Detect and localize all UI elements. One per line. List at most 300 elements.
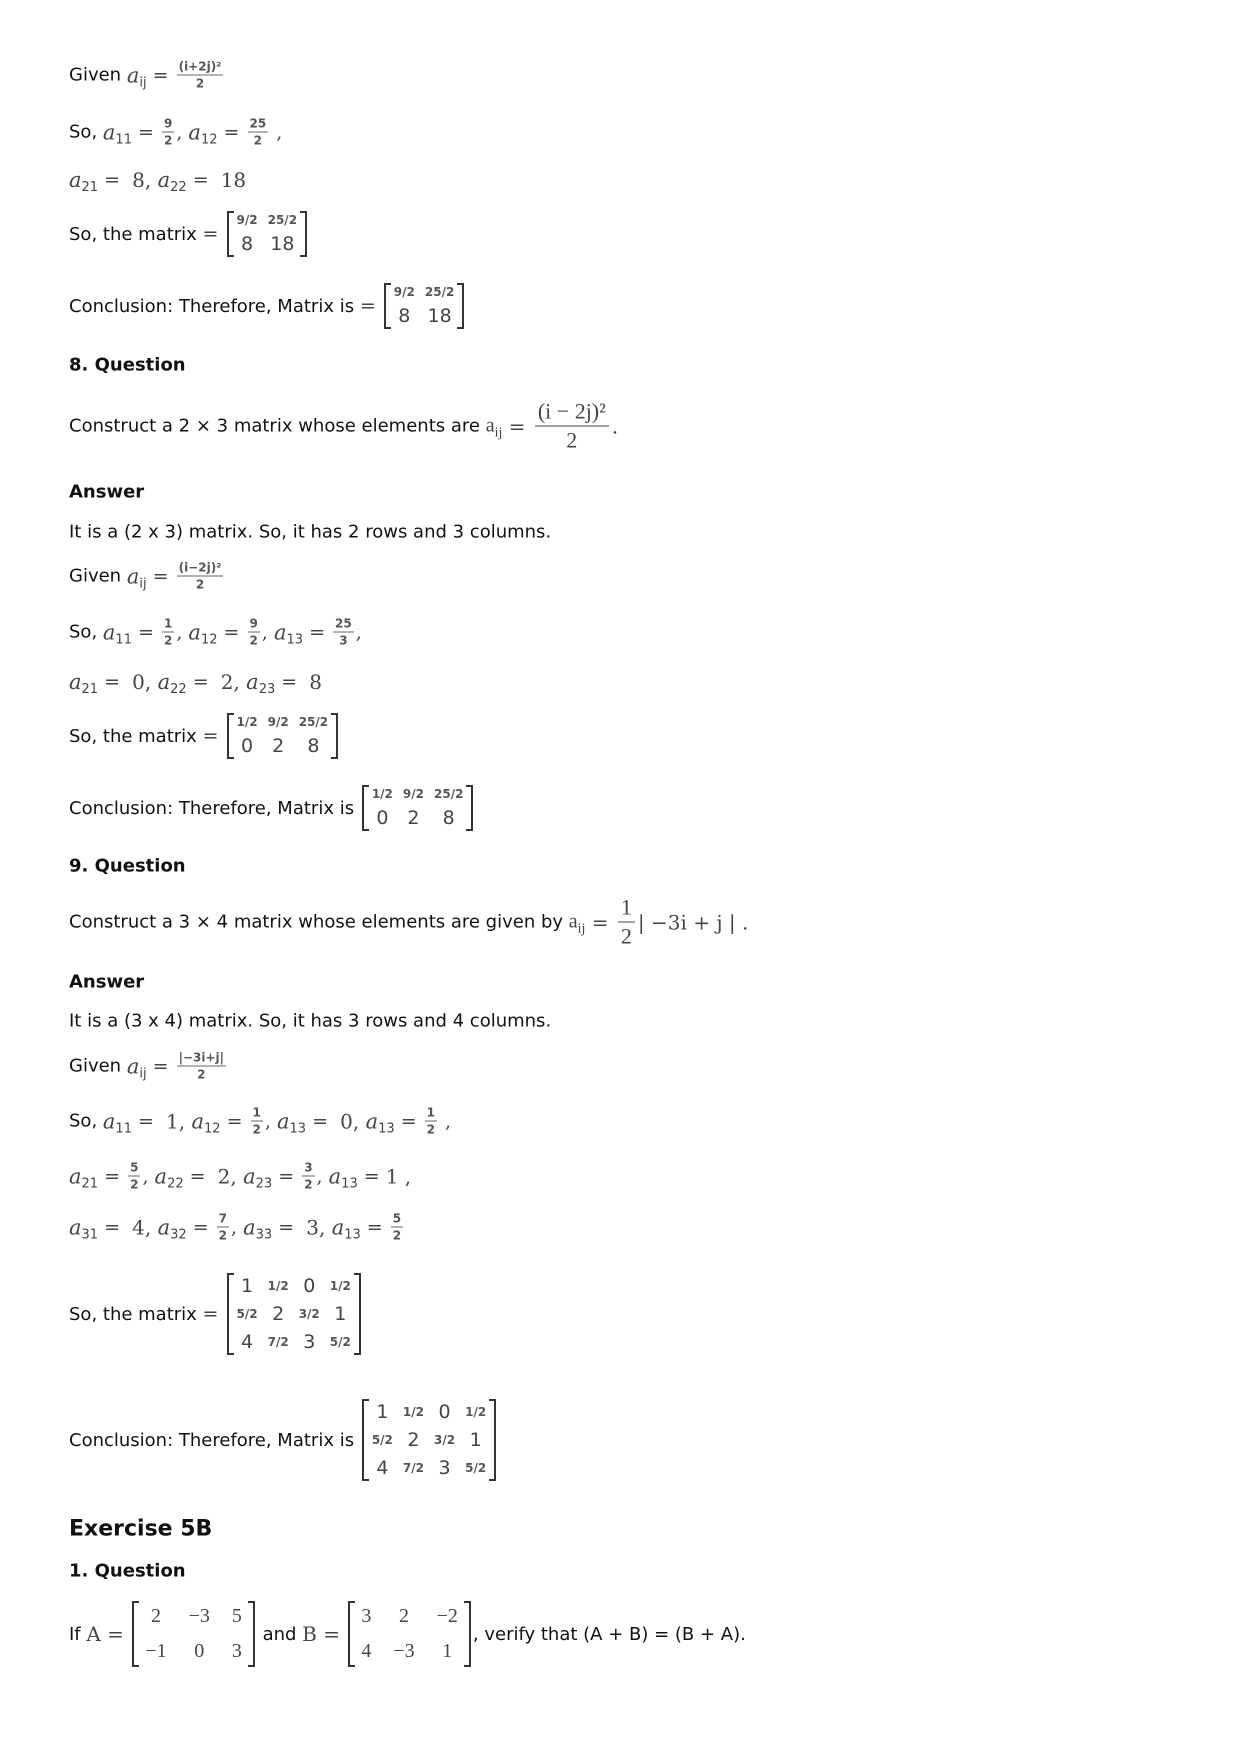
text-line: [69, 895, 748, 950]
math-text: 4,: [132, 1215, 158, 1239]
variable-letter: a: [331, 1215, 345, 1239]
subscript: 21: [81, 1176, 99, 1191]
subscript: 12: [200, 132, 218, 147]
math-variable: [69, 168, 99, 195]
math-variable: [69, 1215, 99, 1242]
text: Given: [69, 1055, 127, 1077]
matrix-cell: 1: [469, 1429, 482, 1451]
matrix-cell: 7/2: [267, 1335, 289, 1349]
right-bracket: [464, 1601, 471, 1667]
denominator: 2: [252, 1122, 261, 1137]
text: Construct a 3 × 4 matrix whose elements are given by: [69, 911, 569, 933]
operator: ,: [261, 621, 274, 643]
numerator: 1: [252, 1105, 261, 1120]
matrix-cell: 0: [438, 1401, 451, 1423]
matrix-cell: 0: [241, 735, 254, 757]
fraction: [162, 617, 174, 648]
operator: ,: [264, 1110, 277, 1132]
math-variable: [157, 670, 187, 697]
denominator: 2: [195, 76, 205, 91]
text-line: [69, 785, 475, 831]
matrix-cell: 5/2: [236, 1307, 258, 1321]
numerator: 3: [304, 1160, 313, 1175]
variable-letter: a: [126, 1054, 140, 1078]
operator: ,: [176, 121, 189, 143]
text-line: [69, 1601, 746, 1667]
text-line: [69, 399, 618, 454]
matrix-cell: 0: [376, 807, 389, 829]
matrix-cell: 3: [303, 1331, 316, 1353]
fraction: [162, 117, 174, 148]
left-bracket: [132, 1601, 139, 1667]
matrix-cell: 1/2: [465, 1405, 487, 1419]
text-line: [69, 561, 225, 592]
denominator: 2: [253, 133, 263, 148]
math-variable: [331, 1215, 361, 1242]
matrix: [227, 713, 339, 759]
matrix-grid: [234, 211, 301, 257]
matrix-cell: 1: [442, 1640, 453, 1662]
fraction: [535, 399, 609, 454]
text-line: [69, 1212, 405, 1243]
text-line: [69, 522, 551, 543]
left-bracket: [227, 1273, 234, 1355]
math-text: 18: [220, 168, 247, 192]
math-variable: [568, 910, 586, 937]
variable-letter: a: [154, 1164, 168, 1188]
section-heading: [69, 355, 186, 376]
left-bracket: [362, 785, 369, 831]
text-line: [69, 117, 282, 148]
subscript: 12: [200, 632, 218, 647]
operator: =: [186, 671, 221, 693]
math-variable: [191, 1109, 221, 1136]
operator: ,: [270, 121, 283, 143]
text-line: [69, 1011, 551, 1032]
variable-letter: a: [246, 670, 259, 694]
text: So, the matrix: [69, 1303, 203, 1325]
math-variable: [243, 1164, 273, 1191]
matrix-cell: 9/2: [267, 715, 289, 729]
matrix: [362, 1399, 496, 1481]
text-line: [69, 1051, 228, 1082]
subscript: 13: [341, 1176, 358, 1191]
matrix-cell: 1: [334, 1303, 347, 1325]
math-text: A =: [86, 1622, 131, 1646]
variable-letter: a: [328, 1164, 342, 1188]
operator: =: [303, 621, 332, 643]
matrix-grid: [369, 785, 467, 831]
text: , verify that (A + B) = (B + A).: [472, 1623, 746, 1645]
matrix-cell: 3: [361, 1605, 372, 1627]
subscript: 13: [344, 1227, 361, 1242]
right-bracket: [457, 283, 464, 329]
operator: =: [98, 169, 133, 191]
fraction: [302, 1161, 314, 1192]
matrix: [362, 785, 474, 831]
left-bracket: [384, 283, 391, 329]
exercise-title: [69, 1517, 212, 1542]
numerator: (i−2j)²: [178, 560, 222, 575]
subscript: 31: [81, 1227, 99, 1242]
text: Conclusion: Therefore, Matrix is: [69, 295, 360, 317]
math-variable: [188, 620, 218, 647]
math-text: B =: [302, 1622, 347, 1646]
operator: =: [272, 1165, 301, 1187]
fraction: [217, 1212, 229, 1243]
fraction: [177, 1051, 226, 1082]
text: So,: [69, 621, 103, 643]
math-text: 2,: [217, 1164, 244, 1188]
right-bracket: [354, 1273, 361, 1355]
variable-letter: a: [102, 120, 116, 144]
section-heading: [69, 482, 144, 503]
numerator: 5: [130, 1160, 139, 1175]
variable-letter: a: [69, 670, 82, 694]
denominator: 2: [566, 427, 578, 453]
text: So,: [69, 121, 103, 143]
subscript: ij: [494, 425, 503, 441]
matrix-grid: [234, 713, 332, 759]
variable-letter: a: [243, 1164, 256, 1188]
operator: =: [394, 1110, 423, 1132]
matrix-cell: 25/2: [424, 285, 455, 299]
operator: =: [131, 1110, 167, 1132]
operator: ,: [231, 1216, 244, 1238]
variable-letter: a: [126, 564, 140, 588]
math-text: .: [611, 414, 619, 438]
numerator: 25: [335, 616, 352, 631]
matrix-cell: 18: [270, 233, 295, 255]
matrix: [227, 211, 308, 257]
text: So, the matrix: [69, 725, 203, 747]
fraction: [425, 1106, 437, 1137]
fraction: [177, 561, 224, 592]
math-text: 8: [309, 670, 323, 694]
denominator: 2: [392, 1228, 402, 1243]
matrix-cell: 2: [407, 807, 420, 829]
left-bracket: [362, 1399, 369, 1481]
math-text: 0,: [340, 1109, 366, 1133]
fraction: [251, 1106, 263, 1137]
variable-letter: a: [102, 1109, 116, 1133]
matrix-cell: −1: [145, 1640, 167, 1662]
matrix-grid: [369, 1399, 489, 1481]
math-variable: [157, 168, 187, 195]
variable-letter: a: [273, 620, 287, 644]
matrix-cell: 8: [307, 735, 320, 757]
subscript: 21: [81, 682, 99, 697]
operator: =: [186, 1216, 215, 1238]
text: If: [69, 1623, 87, 1645]
math-variable: [328, 1164, 358, 1191]
math-variable: [157, 1215, 187, 1242]
operator: ,: [316, 1165, 329, 1187]
operator: =: [202, 725, 225, 747]
text-line: [69, 1273, 363, 1355]
subscript: 33: [255, 1227, 273, 1242]
text-line: [69, 211, 309, 257]
matrix-cell: 1/2: [267, 1279, 289, 1293]
math-text: 8,: [132, 168, 158, 192]
math-variable: [243, 1215, 273, 1242]
matrix-cell: 0: [303, 1275, 316, 1297]
numerator: 1: [426, 1105, 436, 1120]
operator: =: [98, 671, 133, 693]
text: Answer: [69, 971, 145, 993]
variable-letter: a: [69, 168, 82, 192]
denominator: 2: [130, 1177, 139, 1192]
text-line: [69, 670, 323, 697]
subscript: 23: [258, 682, 276, 697]
operator: =: [146, 1055, 175, 1077]
subscript: 11: [115, 1121, 132, 1136]
section-heading: [69, 1561, 186, 1582]
fraction: [391, 1212, 403, 1243]
math-text: 1,: [166, 1109, 192, 1133]
subscript: 11: [115, 632, 132, 647]
section-heading: [69, 856, 186, 877]
text: Conclusion: Therefore, Matrix is: [69, 797, 360, 819]
matrix-cell: 1/2: [236, 715, 258, 729]
operator: =: [357, 1165, 386, 1187]
fraction: [177, 60, 224, 91]
denominator: 2: [163, 633, 173, 648]
matrix-cell: 2: [272, 1303, 285, 1325]
text-line: [69, 168, 247, 195]
fraction: [128, 1161, 140, 1192]
matrix-cell: 4: [241, 1331, 254, 1353]
matrix-grid: [391, 283, 458, 329]
variable-letter: a: [69, 1215, 82, 1239]
math-text: 2,: [220, 670, 247, 694]
math-variable: [126, 564, 147, 591]
text: It is a (2 x 3) matrix. So, it has 2 rows and 3 columns.: [69, 521, 552, 543]
operator: ,: [355, 621, 362, 643]
math-variable: [69, 1164, 99, 1191]
matrix-grid: [234, 1273, 354, 1355]
matrix-cell: 3/2: [434, 1433, 456, 1447]
operator: =: [146, 565, 175, 587]
numerator: 25: [249, 116, 267, 131]
text: Construct a 2 × 3 matrix whose elements are: [69, 415, 486, 437]
math-text: 3,: [306, 1215, 332, 1239]
denominator: 2: [163, 133, 173, 148]
variable-letter: a: [157, 1215, 171, 1239]
denominator: 2: [620, 923, 632, 949]
text: Given: [69, 565, 127, 587]
variable-letter: a: [69, 1164, 82, 1188]
numerator: 1: [163, 616, 173, 631]
text: 1. Question: [69, 1560, 186, 1582]
numerator: 9: [163, 116, 173, 131]
numerator: 7: [218, 1211, 228, 1226]
variable-letter: a: [102, 620, 116, 644]
matrix-cell: 4: [361, 1640, 372, 1662]
matrix-cell: 8: [241, 233, 254, 255]
operator: =: [183, 1165, 218, 1187]
subscript: 13: [378, 1121, 395, 1136]
subscript: ij: [577, 921, 586, 937]
subscript: 22: [170, 682, 187, 697]
operator: =: [272, 1216, 307, 1238]
matrix-cell: 18: [427, 305, 452, 327]
right-bracket: [300, 211, 307, 257]
subscript: 23: [255, 1176, 273, 1191]
denominator: 2: [218, 1228, 228, 1243]
math-variable: [126, 1054, 147, 1081]
matrix: [132, 1601, 255, 1667]
operator: =: [220, 1110, 249, 1132]
subscript: 13: [286, 632, 304, 647]
math-text: 1 ,: [385, 1164, 412, 1188]
operator: =: [202, 1303, 225, 1325]
subscript: ij: [139, 75, 147, 90]
text: Answer: [69, 481, 145, 503]
right-bracket: [331, 713, 338, 759]
subscript: 21: [81, 180, 99, 195]
variable-letter: a: [191, 1109, 204, 1133]
math-variable: [154, 1164, 184, 1191]
variable-letter: a: [485, 414, 495, 437]
operator: =: [202, 223, 225, 245]
matrix-cell: 1/2: [371, 787, 393, 801]
matrix-cell: −3: [188, 1605, 210, 1627]
text: Conclusion: Therefore, Matrix is: [69, 1429, 360, 1451]
matrix-cell: 2: [272, 735, 285, 757]
matrix-cell: 3: [438, 1457, 451, 1479]
variable-letter: a: [188, 620, 201, 644]
operator: =: [360, 1216, 389, 1238]
matrix-cell: 1: [241, 1275, 254, 1297]
subscript: 22: [170, 180, 187, 195]
variable-letter: a: [188, 120, 201, 144]
matrix-cell: 4: [376, 1457, 389, 1479]
matrix-cell: 5/2: [465, 1461, 487, 1475]
math-text: =: [585, 910, 615, 934]
matrix-cell: 5: [231, 1605, 242, 1627]
math-variable: [485, 414, 503, 441]
variable-letter: a: [568, 910, 578, 933]
subscript: ij: [139, 576, 147, 591]
operator: ,: [176, 621, 189, 643]
text-line: [69, 713, 340, 759]
text-line: [69, 60, 225, 91]
matrix-cell: 9/2: [393, 285, 415, 299]
fraction: [333, 617, 354, 648]
math-variable: [69, 670, 99, 697]
matrix-cell: 2: [407, 1429, 420, 1451]
matrix-cell: 0: [194, 1640, 205, 1662]
text: So, the matrix: [69, 223, 203, 245]
denominator: 2: [249, 633, 258, 648]
right-bracket: [489, 1399, 496, 1481]
math-text: | −3i + j | .: [637, 910, 749, 934]
operator: =: [217, 121, 246, 143]
matrix-cell: 1/2: [402, 1405, 424, 1419]
operator: =: [359, 295, 382, 317]
section-heading: [69, 972, 144, 993]
fraction: [248, 117, 269, 148]
text: 8. Question: [69, 354, 186, 376]
fraction: [618, 895, 635, 950]
math-variable: [273, 620, 304, 647]
left-bracket: [227, 211, 234, 257]
matrix-cell: 7/2: [402, 1461, 424, 1475]
matrix: [348, 1601, 471, 1667]
math-text: =: [502, 414, 532, 438]
denominator: 2: [197, 1067, 206, 1082]
matrix-cell: 5/2: [371, 1433, 393, 1447]
numerator: 1: [618, 895, 635, 923]
matrix-grid: [139, 1601, 248, 1667]
left-bracket: [348, 1601, 355, 1667]
text-line: [69, 1106, 451, 1137]
operator: =: [131, 121, 160, 143]
math-variable: [365, 1109, 395, 1136]
text-line: [69, 1399, 498, 1481]
right-bracket: [466, 785, 473, 831]
subscript: 32: [170, 1227, 187, 1242]
subscript: 13: [289, 1121, 307, 1136]
math-variable: [102, 620, 132, 647]
matrix-cell: 2: [398, 1605, 409, 1627]
math-variable: [246, 670, 276, 697]
fraction: [248, 617, 260, 648]
math-variable: [102, 1109, 132, 1136]
math-variable: [126, 63, 147, 90]
matrix-cell: 1: [376, 1401, 389, 1423]
text: So,: [69, 1110, 103, 1132]
matrix: [227, 1273, 361, 1355]
matrix-cell: 25/2: [298, 715, 329, 729]
operator: ,: [439, 1110, 452, 1132]
denominator: 2: [426, 1122, 436, 1137]
text-line: [69, 283, 466, 329]
denominator: 2: [195, 577, 205, 592]
text: 9. Question: [69, 855, 186, 877]
operator: =: [146, 64, 175, 86]
text: and: [256, 1623, 303, 1645]
variable-letter: a: [365, 1109, 379, 1133]
math-variable: [188, 120, 218, 147]
matrix: [384, 283, 465, 329]
matrix-cell: −2: [436, 1605, 458, 1627]
subscript: 11: [115, 132, 132, 147]
variable-letter: a: [157, 168, 171, 192]
matrix-cell: −3: [393, 1640, 415, 1662]
math-text: 0,: [132, 670, 158, 694]
denominator: 3: [339, 633, 348, 648]
matrix-cell: 8: [442, 807, 455, 829]
denominator: 2: [304, 1177, 313, 1192]
operator: =: [98, 1216, 133, 1238]
matrix-cell: 3/2: [298, 1307, 320, 1321]
text: It is a (3 x 4) matrix. So, it has 3 rows and 4 columns.: [69, 1010, 552, 1032]
operator: =: [306, 1110, 341, 1132]
text-line: [69, 1161, 411, 1192]
variable-letter: a: [277, 1109, 290, 1133]
operator: =: [186, 169, 221, 191]
left-bracket: [227, 713, 234, 759]
variable-letter: a: [243, 1215, 256, 1239]
operator: =: [98, 1165, 127, 1187]
numerator: (i+2j)²: [178, 59, 222, 74]
subscript: 22: [167, 1176, 184, 1191]
subscript: ij: [139, 1066, 147, 1081]
matrix-cell: 2: [150, 1605, 161, 1627]
operator: ,: [142, 1165, 155, 1187]
